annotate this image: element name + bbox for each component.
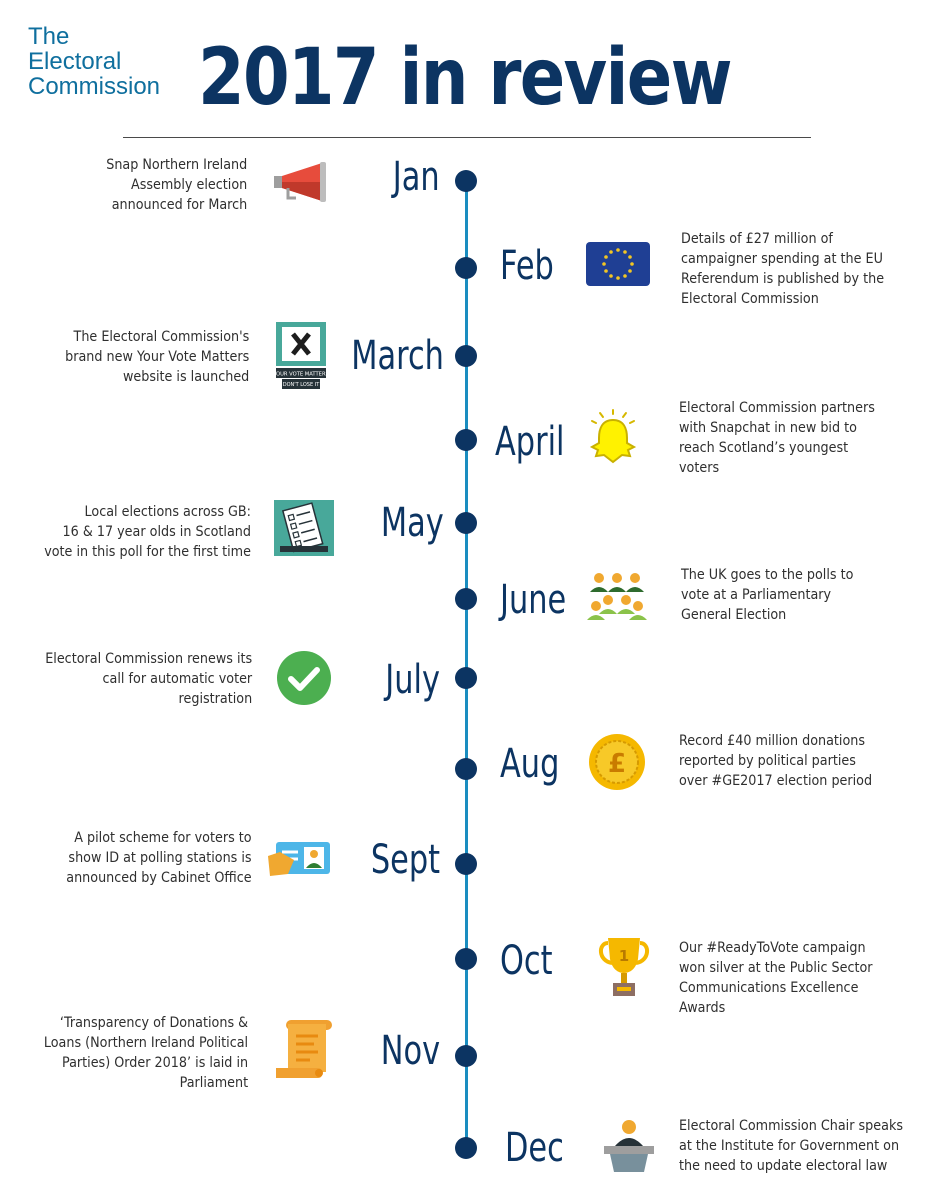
event-line: Parliament [179, 1075, 248, 1091]
timeline-dot-april [455, 429, 477, 451]
event-line: ‘Transparency of Donations & [59, 1015, 248, 1031]
event-line: won silver at the Public Sector [679, 960, 873, 976]
event-text-feb [681, 229, 884, 309]
event-text-march [65, 327, 249, 387]
event-line: announced for March [111, 197, 247, 213]
event-text-nov [44, 1013, 248, 1093]
event-line: Electoral Commission renews its [45, 651, 252, 667]
month-label-aug: Aug [500, 741, 560, 787]
event-line: Loans (Northern Ireland Political [43, 1035, 248, 1051]
event-line: Electoral Commission Chair speaks [679, 1118, 903, 1134]
logo-line-2: Electoral [28, 48, 122, 75]
event-text-july [45, 649, 252, 709]
trophy-number: 1 [618, 947, 630, 965]
event-line: announced by Cabinet Office [66, 870, 252, 886]
month-label-june: June [500, 577, 567, 623]
event-line: Parties) Order 2018’ is laid in [61, 1055, 248, 1071]
event-line: A pilot scheme for voters to [74, 830, 252, 846]
event-line: Communications Excellence [679, 980, 859, 996]
month-label-oct: Oct [500, 938, 553, 984]
event-line: vote in this poll for the first time [44, 544, 251, 560]
timeline-dot-feb [455, 257, 477, 279]
event-line: The Electoral Commission's [73, 329, 250, 345]
timeline-dot-june [455, 588, 477, 610]
month-label-sept: Sept [370, 837, 440, 883]
event-text-april [679, 398, 875, 478]
month-label-april: April [495, 419, 565, 465]
timeline-dot-march [455, 345, 477, 367]
trophy-icon [596, 935, 652, 999]
timeline-dot-dec [455, 1137, 477, 1159]
event-line: reach Scotland’s youngest [679, 440, 849, 456]
month-label-may: May [381, 500, 444, 546]
month-label-nov: Nov [380, 1028, 440, 1074]
event-line: Assembly election [130, 177, 247, 193]
event-line: website is launched [122, 369, 249, 385]
month-label-dec: Dec [505, 1125, 564, 1171]
timeline-dot-aug [455, 758, 477, 780]
event-line: voters [679, 460, 720, 476]
event-line: Electoral Commission partners [679, 400, 875, 416]
event-line: The UK goes to the polls to [681, 567, 854, 583]
month-label-july: July [385, 657, 440, 703]
snapchat-ghost-icon [584, 408, 642, 468]
pound-coin-icon [588, 733, 646, 791]
svg-text:£: £ [607, 749, 627, 779]
event-line: Electoral Commission [681, 291, 819, 307]
megaphone-icon [272, 160, 328, 204]
timeline-dot-nov [455, 1045, 477, 1067]
event-line: call for automatic voter [102, 671, 252, 687]
event-line: vote at a Parliamentary [681, 587, 832, 603]
timeline-dot-oct [455, 948, 477, 970]
event-line: over #GE2017 election period [679, 773, 873, 789]
event-line: brand new Your Vote Matters [64, 349, 249, 365]
icon-caption: DON'T LOSE IT [282, 382, 320, 388]
timeline-dot-sept [455, 853, 477, 875]
your-vote-matters-icon [273, 322, 329, 390]
event-text-oct [679, 938, 873, 1018]
scroll-icon [274, 1016, 340, 1082]
event-line: campaigner spending at the EU [681, 251, 883, 267]
speaker-podium-icon [602, 1118, 656, 1174]
event-line: Referendum is published by the [681, 271, 885, 287]
event-text-may [44, 502, 251, 562]
ballot-paper-icon [274, 500, 334, 556]
event-line: Snap Northern Ireland [105, 157, 247, 173]
event-text-aug [679, 731, 872, 791]
electoral-commission-logo [28, 24, 188, 99]
event-line: Our #ReadyToVote campaign [679, 940, 866, 956]
event-line: Awards [679, 1000, 726, 1016]
event-line: show ID at polling stations is [68, 850, 252, 866]
event-line: Local elections across GB: [84, 504, 251, 520]
event-line: Details of £27 million of [681, 231, 833, 247]
check-circle-icon [276, 650, 332, 706]
event-text-jan [106, 155, 247, 215]
title-divider [123, 137, 811, 138]
logo-line-1: The [28, 23, 70, 50]
timeline-dot-july [455, 667, 477, 689]
event-line: with Snapchat in new bid to [679, 420, 857, 436]
event-text-dec [679, 1116, 903, 1176]
event-line: at the Institute for Government on [679, 1138, 900, 1154]
timeline-dot-jan [455, 170, 477, 192]
event-line: Record £40 million donations [679, 733, 866, 749]
page-title: 2017 in review [198, 33, 731, 123]
event-text-sept [67, 828, 252, 888]
event-line: General Election [681, 607, 787, 623]
month-label-jan: Jan [393, 154, 440, 200]
event-text-june [681, 565, 853, 625]
event-line: registration [178, 691, 252, 707]
logo-line-3: Commission [28, 73, 161, 100]
icon-caption: YOUR VOTE MATTERS [273, 371, 329, 378]
event-line: the need to update electoral law [679, 1158, 888, 1174]
month-label-march: March [351, 333, 444, 379]
event-line: 16 & 17 year olds in Scotland [62, 524, 251, 540]
timeline-dot-may [455, 512, 477, 534]
voters-group-icon [587, 570, 647, 622]
event-line: reported by political parties [679, 753, 856, 769]
month-label-feb: Feb [500, 243, 554, 289]
timeline-axis [465, 180, 468, 1150]
id-card-icon [266, 838, 332, 880]
eu-flag-icon [586, 242, 650, 286]
